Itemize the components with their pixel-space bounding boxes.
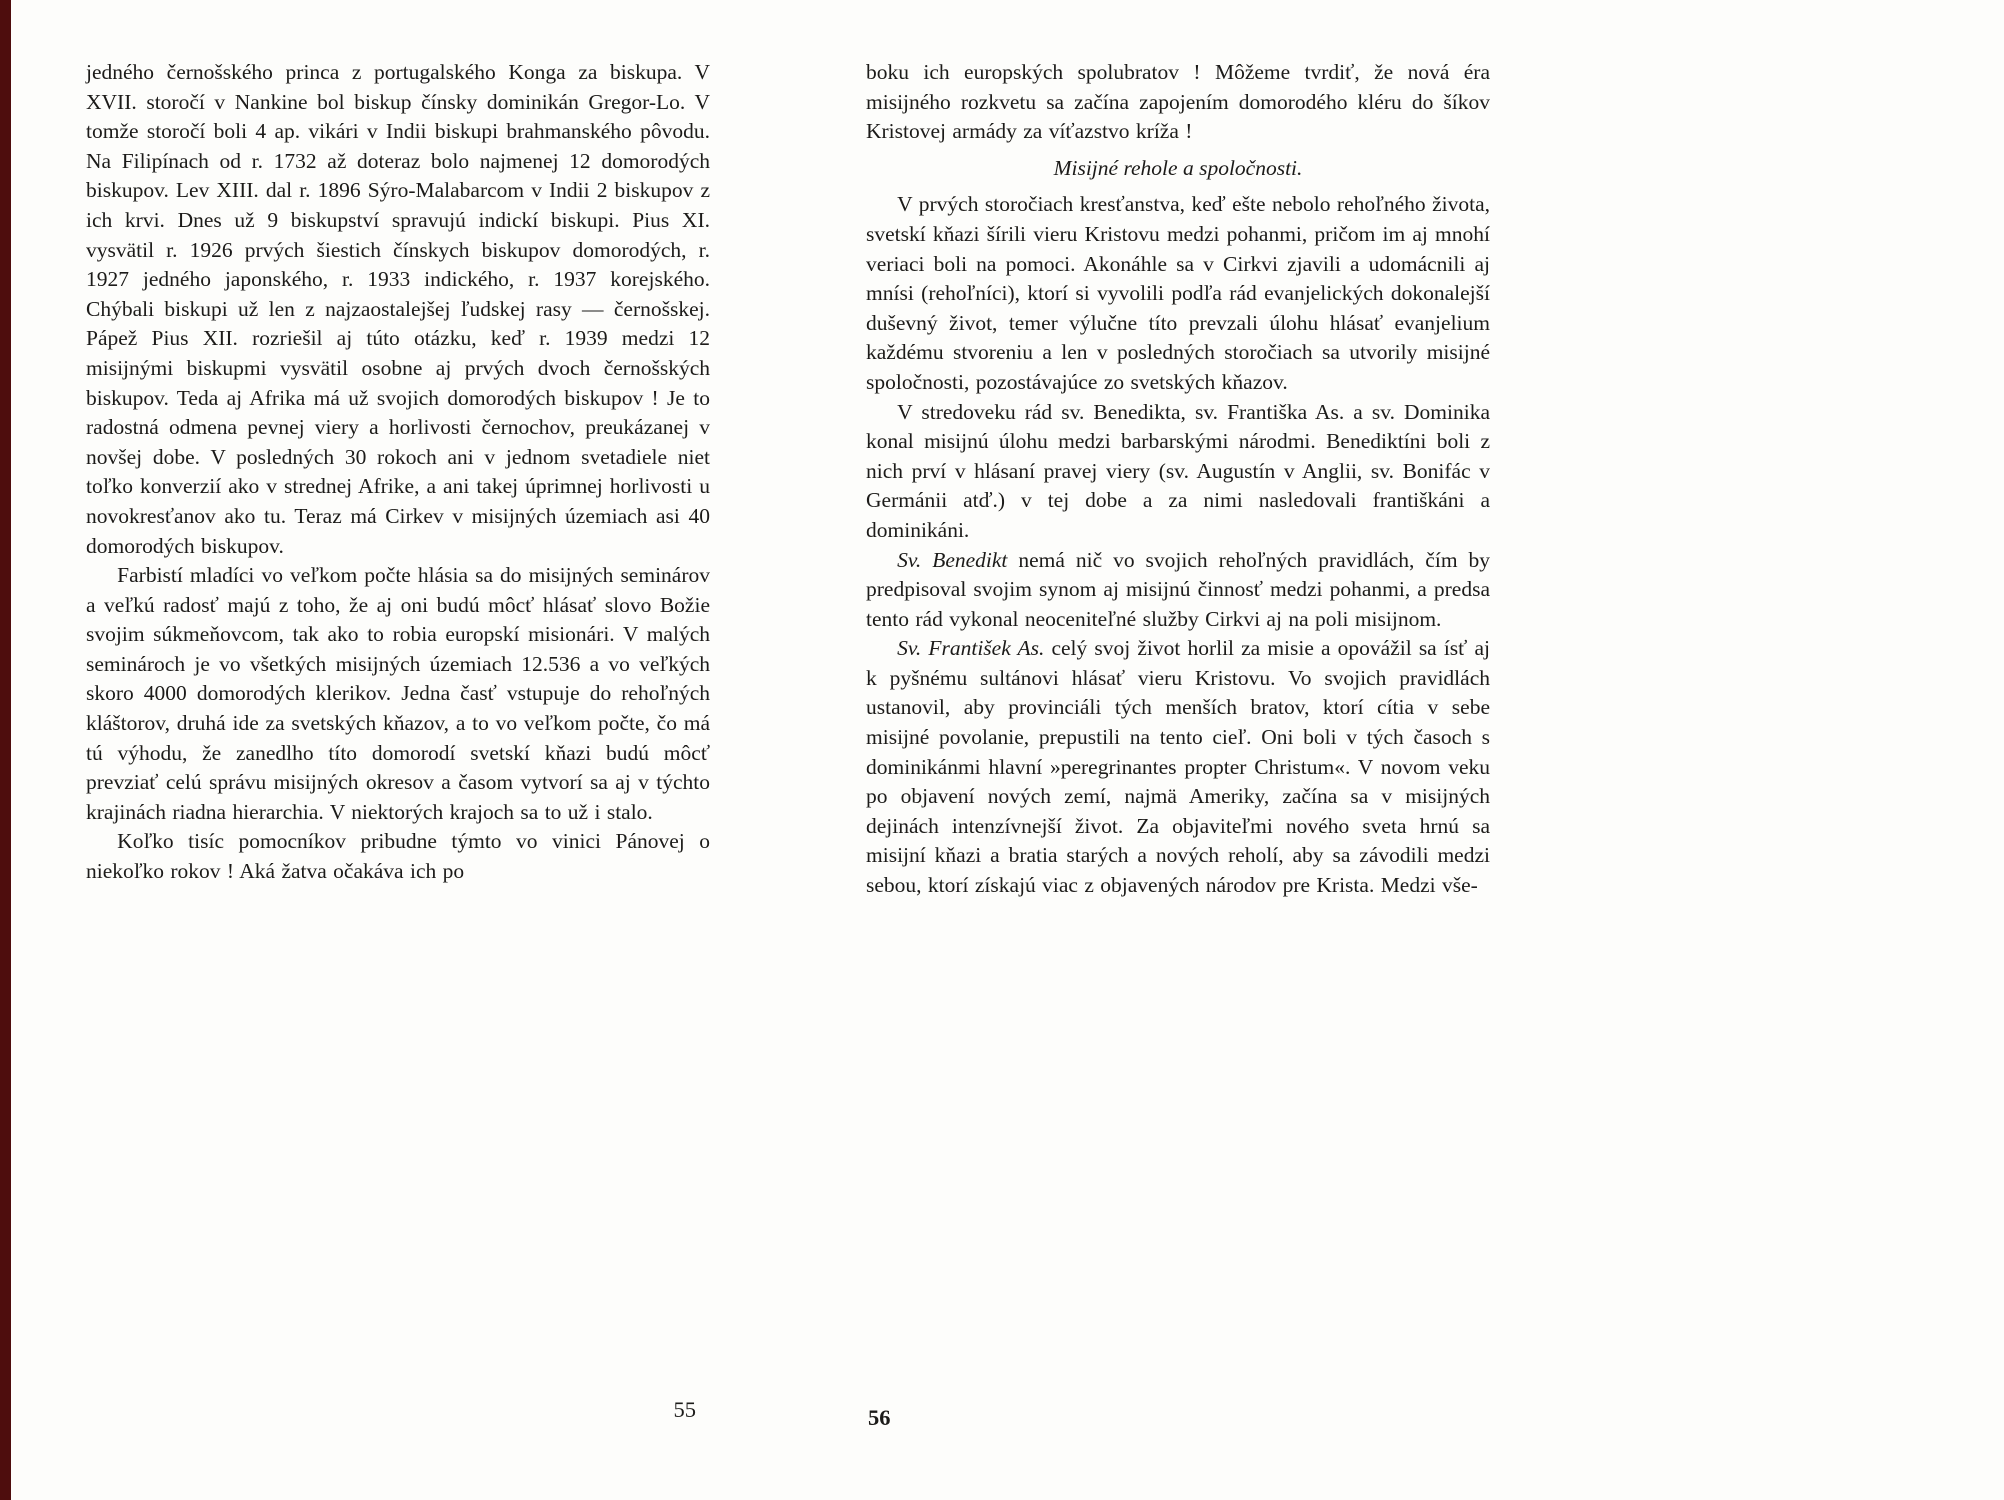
paragraph: Farbistí mladíci vo veľkom počte hlásia sa do misijných seminárov a veľkú radosť majú z toho, že aj oni budú môcť hlásať slovo Božie svojim súkmeňovcom, tak ako to robia europskí misionári. V malých seminároch je vo všetkých misijných územiach 12.536 a vo veľkých skoro 4000 domorodých klerikov. Jedna časť vstupuje do rehoľných kláštorov, druhá ide za svetských kňazov, a to vo veľkom počte, čo má tú výhodu, že zanedlho títo domorodí svetskí kňazi budú môcť prevziať celú správu misijných okresov a časom vytvorí sa aj v týchto krajinách riadna hierarchia. V niektorých krajoch sa to už i stalo. (86, 563, 710, 824)
paragraph: V prvých storočiach kresťanstva, keď ešte nebolo rehoľného života, svetskí kňazi šírili vieru Kristovu medzi pohanmi, pričom im aj mnohí veriaci boli na pomoci. Akonáhle sa v Cirkvi zjavili a udomácnili aj mnísi (rehoľníci), ktorí si vyvolili podľa rád evanjelických dokonalejší duševný život, temer výlučne títo prevzali úlohu hlásať evanjelium každému stvoreniu a len v posledných storočiach sa utvorily misijné spoločnosti, pozostávajúce zo svetských kňazov. (866, 192, 1490, 394)
page-number-left: 55 (673, 1397, 696, 1422)
paragraph (866, 634, 1490, 900)
scan-edge-strip (0, 0, 11, 1500)
page-left (86, 58, 710, 1458)
paragraph-lead: Sv. František As. (897, 636, 1045, 661)
paragraph (866, 546, 1490, 635)
paragraph: jedného černošského princa z portugalského Konga za biskupa. V XVII. storočí v Nankine bol biskup čínsky dominikán Gregor-Lo. V tomže storočí boli 4 ap. vikári v Indii biskupi brahmanského pôvodu. Na Filipínach od r. 1732 až doteraz bolo najmenej 12 domorodých biskupov. Lev XIII. dal r. 1896 Sýro-Malabarcom v Indii 2 biskupov z ich krvi. Dnes už 9 biskupství spravujú indickí biskupi. Pius XI. vysvätil r. 1926 prvých šiestich čínskych biskupov domorodých, r. 1927 jedného japonského, r. 1933 indického, r. 1937 korejského. Chýbali biskupi už len z najzaostalejšej ľudskej rasy — černošskej. Pápež Pius XII. rozriešil aj túto otázku, keď r. 1939 medzi 12 misijnými biskupmi vysvätil osobne aj prvých dvoch černošských biskupov. Teda aj Afrika má už svojich domorodých biskupov ! Je to radostná odmena pevnej viery a horlivosti černochov, preukázanej v novšej dobe. V posledných 30 rokoch ani v jednom svetadiele niet toľko konverzií ako v strednej Afrike, a ani takej úprimnej horlivosti u novokresťanov ako tu. Teraz má Cirkev v misijných územiach asi 40 domorodých biskupov. (86, 60, 710, 558)
page-number-right: 56 (868, 1405, 891, 1430)
section-heading: Misijné rehole a spoločnosti. (1053, 155, 1303, 180)
paragraph-text: celý svoj život horlil za misie a opovážil sa ísť aj k pyšnému sultánovi hlásať vieru Kristovu. Vo svojich pravidlách ustanovil, aby provinciáli tých menších bratov, ktorí cítia v sebe misijné povolanie, prepustili na tento cieľ. Oni boli v tých časoch s dominikánmi hlavní »peregrinantes propter Christum«. V novom veku po objavení nových zemí, najmä Ameriky, začína sa v misijných dejinách intenzívnejší život. Za objaviteľmi nového sveta hrnú sa misijní kňazi a bratia starých a nových reholí, aby sa závodili medzi sebou, ktorí získajú viac z objavených národov pre Krista. Medzi vše- (866, 636, 1490, 898)
page-right (866, 58, 1490, 1458)
paragraph-text: nemá nič vo svojich rehoľných pravidlách, čím by predpisoval svojim synom aj misijnú činnosť medzi pohanmi, a predsa tento rád vykonal neoceniteľné služby Cirkvi aj na poli misijnom. (866, 547, 1490, 631)
paragraph: V stredoveku rád sv. Benedikta, sv. Františka As. a sv. Dominika konal misijnú úlohu medzi barbarskými národmi. Benediktíni boli z nich prví v hlásaní pravej viery (sv. Augustín v Anglii, sv. Bonifác v Germánii atď.) v tej dobe a za nimi nasledovali františkáni a dominikáni. (866, 399, 1490, 542)
paragraph: Koľko tisíc pomocníkov pribudne týmto vo vinici Pánovej o niekoľko rokov ! Aká žatva očakáva ich po (86, 829, 710, 884)
paragraph: boku ich europských spolubratov ! Môžeme tvrdiť, že nová éra misijného rozkvetu sa začína zapojením domorodého kléru do šíkov Kristovej armády za víťazstvo kríža ! (866, 60, 1490, 144)
paragraph-lead: Sv. Benedikt (897, 547, 1008, 572)
